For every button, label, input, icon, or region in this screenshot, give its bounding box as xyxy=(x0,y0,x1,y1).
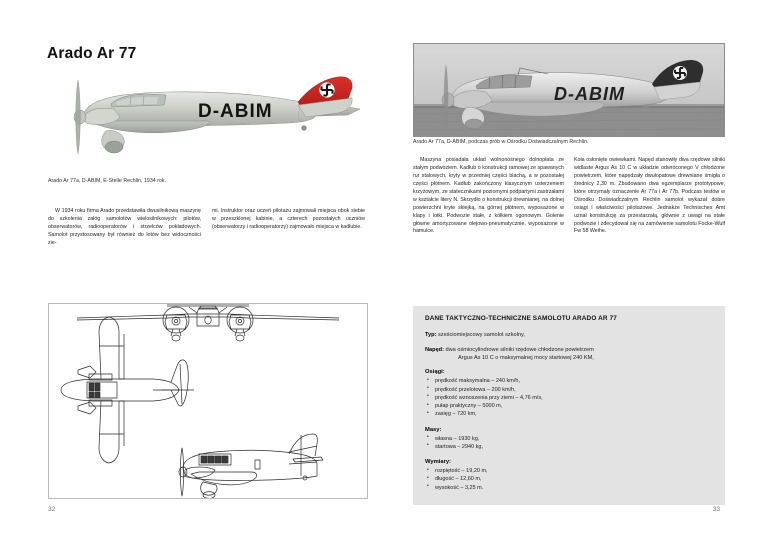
spec-item: • rozpiętość – 19,20 m, xyxy=(425,467,714,475)
spec-item: • pułap praktyczny – 5000 m, xyxy=(425,402,714,410)
aircraft-photograph xyxy=(413,43,725,137)
spec-power-value-cont: Argus As 10 C o maksymalnej mocy startowej 240 KM, xyxy=(458,355,594,362)
photograph-caption: Arado Ar 77a, D-ABIM, podczas prób w Ośrodku Doświadczalnym Rechlin. xyxy=(413,139,589,145)
spec-powerplant xyxy=(425,346,714,362)
photograph-svg xyxy=(414,44,724,136)
spec-type-value: sześciomiejscowy samolot szkolny, xyxy=(437,332,525,338)
left-column-1 xyxy=(48,208,201,248)
spec-group-heading: Osiągi: xyxy=(425,369,445,376)
spec-item: • startowa – 2940 kg, xyxy=(425,443,714,451)
spec-power-value: dwa ośmiocylindrowe silniki rzędowe chłodzone powietrzem xyxy=(445,347,594,354)
paragraph: mi. Instruktor oraz uczeń pilotażu zajmowali miejsca obok siebie w przeszklonej kabinie, a czterech pozostałych uczniów (obserwatorzy i radiooperatorzy) zajmowało miejsca w kadłubie. xyxy=(212,208,365,230)
spec-item: • wysokość – 3,25 m. xyxy=(425,484,714,492)
page-title: Arado Ar 77 xyxy=(47,45,137,62)
spec-title: DANE TAKTYCZNO-TECHNICZNE SAMOLOTU ARADO AR 77 xyxy=(425,315,617,322)
three-view-drawing xyxy=(49,304,367,498)
left-body-columns xyxy=(48,208,366,248)
spec-item: • prędkość przelotowa – 200 km/h, xyxy=(425,386,714,394)
spec-item: • zasięg – 720 km, xyxy=(425,410,714,418)
spec-group-heading: Wymiary: xyxy=(425,459,451,466)
spec-items xyxy=(425,435,714,452)
spec-group-dimensions xyxy=(425,459,714,492)
spec-group-performance xyxy=(425,369,714,418)
specifications-box xyxy=(413,306,725,505)
side-view xyxy=(179,434,323,498)
spec-item: • własna – 1930 kg, xyxy=(425,435,714,443)
spec-items xyxy=(425,377,714,418)
spec-group-masses xyxy=(425,427,714,452)
spec-type-label: Typ: xyxy=(425,332,437,338)
svg-text:D-ABIM: D-ABIM xyxy=(554,84,625,104)
svg-text:D-ABIM: D-ABIM xyxy=(198,101,273,122)
spec-group-heading: Masy: xyxy=(425,426,442,433)
paragraph: W 1934 roku firma Arado przedstawiła dwusilnikową maszynę do szkolenia załóg samolotów wielosilnikowych: pilotów, obserwatorów, radiooperatorów i strzelców pokładowych. Samolot przystosowany był również do lotów bez widoczności zie- xyxy=(48,208,201,246)
right-column-1 xyxy=(413,157,564,236)
spec-item: • prędkość wznoszenia przy ziemi – 4,76 m/s, xyxy=(425,394,714,402)
profile-svg xyxy=(48,55,368,170)
top-view xyxy=(61,317,194,463)
right-page xyxy=(380,0,760,547)
spec-items xyxy=(425,467,714,492)
paragraph: Maszyna posiadała układ wolnonośnego dolnopłata ze stałym podwoziem. Kadłub o konstrukcji ramowej ze spawanych rur stalowych, kryty w przedniej części blachą, a w pozostałej części płótnem. Kadłub zakończony klasycznym usterzeniem krzyżowym, ze statecznikami poziomymi podpartymi zastrzałami w kształcie litery N. Skrzydło o konstrukcji drewnianej, na dolnej powierzchni kryte sklejką, na górnej płótnem, wyposażone w klapy i lotki. Podwozie stałe, z kółkiem ogonowym. Golenie główne amortyzowane olejowo-pneumatycznie, wyposażone w hamulce. xyxy=(413,157,564,235)
left-column-2 xyxy=(212,208,365,248)
aircraft-profile-illustration xyxy=(48,55,368,170)
spec-item: • prędkość maksymalna – 240 km/h, xyxy=(425,377,714,385)
right-column-2 xyxy=(574,157,725,236)
paragraph: Koła osłonięte owiewkami. Napęd stanowiły dwa rzędowe silniki widlaste Argus As 10 C w układzie odwróconego V chłodzone powietrzem, które napędzały dwułopatowe drewniane śmigła o średnicy 2,30 m. Zbudowano dwa egzemplarze prototypowe, które otrzymały oznaczenie Ar 77a i Ar 77b. Podczas testów w Ośrodku Doświadczalnym Rechlin samolot wykazał dobre osiągi i właściwości pilotażowe. Jednakże Technisches Amt uznał konstrukcję za przestarzałą, głównie z uwagi na stałe podwozie i zdecydował się na zamówienie samolotu Focke-Wulf Fw 58 Weihe. xyxy=(574,157,725,235)
profile-caption: Arado Ar 77a, D-ABIM, E-Stelle Rechlin, 1934 rok. xyxy=(48,178,167,184)
three-view-drawing-frame xyxy=(48,303,368,499)
spec-power-label: Napęd: xyxy=(425,347,444,354)
page-number-left: 32 xyxy=(48,506,56,513)
page-number-right: 33 xyxy=(712,506,720,513)
spec-item: • długość – 12,60 m, xyxy=(425,475,714,483)
right-body-columns xyxy=(413,157,725,236)
spec-type xyxy=(425,331,714,339)
